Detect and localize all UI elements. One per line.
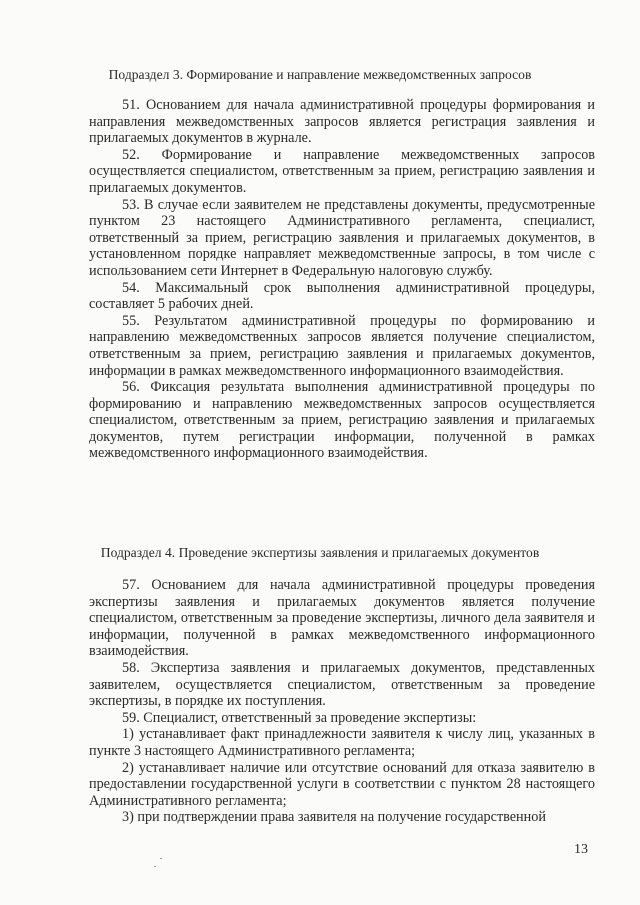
section-4-body bbox=[89, 577, 595, 826]
paragraph-54: 54. Максимальный срок выполнения административной процедуры, составляет 5 рабочих дней. bbox=[89, 279, 595, 313]
paragraph-58: 58. Экспертиза заявления и прилагаемых документов, представленных заявителем, осуществляется специалистом, ответственным за проведение экспертизы, в порядке их поступления. bbox=[89, 659, 595, 710]
paragraph-55: 55. Результатом административной процедуры по формированию и направлению межведомственных запросов является получение специалистом, ответственным за прием, регистрацию заявления и прилагаемых документов, информации в рамках межведомственного информационного взаимодействия. bbox=[89, 312, 595, 379]
section-4-heading: Подраздел 4. Проведение экспертизы заявления и прилагаемых документов bbox=[100, 545, 540, 560]
paragraph-52: 52. Формирование и направление межведомственных запросов осуществляется специалистом, ответственным за прием, регистрацию заявления и прилагаемых документов. bbox=[89, 146, 595, 196]
paragraph-51: 51. Основанием для начала административной процедуры формирования и направления межведомственных запросов является регистрация заявления и прилагаемых документов в журнале. bbox=[89, 97, 595, 147]
paragraph-59: 59. Специалист, ответственный за проведение экспертизы: bbox=[122, 709, 477, 726]
list-item-2: 2) устанавливает наличие или отсутствие оснований для отказа заявителю в предоставлении государственной услуги в соответствии с пунктом 28 настоящего Административного регламента; bbox=[89, 759, 595, 809]
list-item-1: 1) устанавливает факт принадлежности заявителя к числу лиц, указанных в пункте 3 настоящего Административного регламента; bbox=[89, 726, 595, 759]
paragraph-53: 53. В случае если заявителем не представлены документы, предусмотренные пунктом 23 настоящего Административного регламента, специалист, ответственный за прием, регистрацию заявления и прилагаемых документов, в установленном порядке направляет межведомственные запросы, в том числе с использованием сети Интернет в Федеральную налоговую службу. bbox=[89, 196, 595, 279]
paragraph-56: 56. Фиксация результата выполнения административной процедуры по формированию и направлению межведомственных запросов осуществляется специалистом, ответственным за прием, регистрацию заявления и прилагаемых документов, путем регистрации информации, полученной в рамках межведомственного информационного взаимодействия. bbox=[89, 379, 595, 462]
section-3-body bbox=[89, 97, 595, 462]
page-number: 13 bbox=[574, 842, 588, 857]
list-item-3: 3) при подтверждении права заявителя на получение государственной bbox=[122, 809, 546, 826]
scan-speck bbox=[160, 858, 162, 859]
scan-speck bbox=[154, 866, 156, 867]
paragraph-57: 57. Основанием для начала административной процедуры проведения экспертизы заявления и прилагаемых документов является получение специалистом, ответственным за проведение экспертизы, личного дела заявителя и информации, полученной в рамках межведомственного информационного взаимодействия. bbox=[89, 577, 595, 660]
section-3-heading: Подраздел 3. Формирование и направление межведомственных запросов bbox=[108, 67, 532, 82]
